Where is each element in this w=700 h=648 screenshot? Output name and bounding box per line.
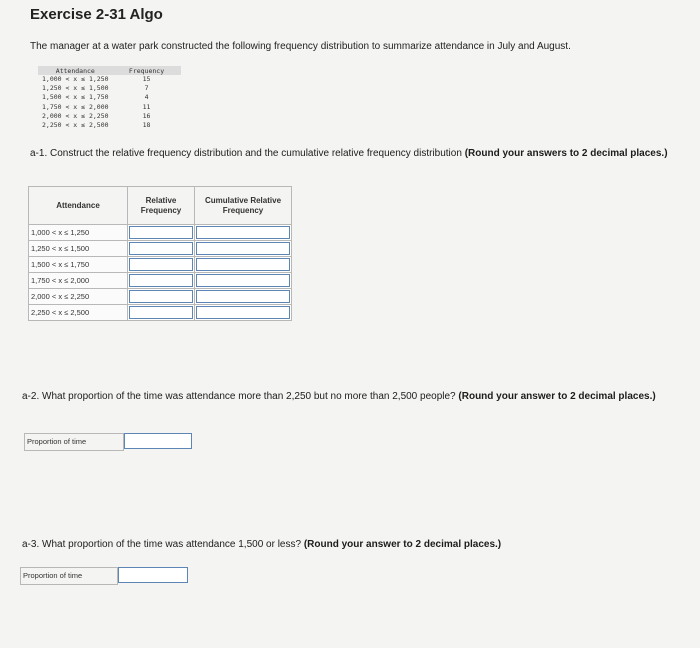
cumulative-frequency-input[interactable]	[196, 258, 290, 271]
range-cell: 1,000 < x ≤ 1,250	[42, 75, 109, 84]
proportion-answer-a3	[20, 567, 188, 585]
question-a1	[30, 148, 670, 161]
problem-intro: The manager at a water park constructed the following frequency distribution to summarize attendance in July and August.	[30, 41, 571, 52]
question-a2-label: a-2.	[22, 391, 40, 402]
frequency-cell: 15	[142, 75, 151, 84]
frequency-cell: 4	[144, 93, 149, 102]
range-cell: 2,250 < x ≤ 2,500	[42, 121, 109, 130]
attendance-header: Attendance	[38, 66, 113, 75]
relative-frequency-input[interactable]	[129, 226, 193, 239]
table-row	[29, 273, 292, 289]
range-cell: 1,250 < x ≤ 1,500	[42, 84, 109, 93]
range-cell: 2,000 < x ≤ 2,250	[42, 111, 109, 120]
table-row	[38, 112, 181, 121]
table-row	[38, 103, 181, 112]
proportion-answer-a2	[24, 433, 192, 451]
question-a1-rounding: (Round your answers to 2 decimal places.)	[464, 148, 668, 159]
proportion-input-a2[interactable]	[124, 433, 192, 449]
table-row	[38, 93, 181, 102]
frequency-header: Frequency	[113, 66, 181, 75]
question-a2	[22, 391, 682, 404]
proportion-label: Proportion of time	[20, 567, 118, 585]
cumulative-frequency-input[interactable]	[196, 306, 290, 319]
question-a3-rounding: (Round your answer to 2 decimal places.)	[303, 539, 502, 550]
proportion-input-a3[interactable]	[118, 567, 188, 583]
relative-frequency-input[interactable]	[129, 306, 193, 319]
table-row	[29, 257, 292, 273]
question-a1-text: Construct the relative frequency distribution and the cumulative relative frequency distribution	[47, 148, 465, 159]
range-label: 1,750 < x ≤ 2,000	[29, 273, 128, 289]
table-row	[38, 75, 181, 84]
table-row	[38, 84, 181, 93]
cumulative-frequency-input[interactable]	[196, 290, 290, 303]
range-cell: 1,750 < x ≤ 2,000	[42, 102, 109, 111]
table-row	[29, 241, 292, 257]
frequency-distribution-table	[38, 66, 181, 130]
proportion-label: Proportion of time	[24, 433, 124, 451]
cumulative-frequency-input[interactable]	[196, 226, 290, 239]
cumulative-frequency-column-header: Cumulative Relative Frequency	[195, 187, 292, 225]
range-label: 1,250 < x ≤ 1,500	[29, 241, 128, 257]
attendance-column-header: Attendance	[29, 187, 128, 225]
relative-frequency-input[interactable]	[129, 242, 193, 255]
table-row	[29, 305, 292, 321]
range-label: 2,250 < x ≤ 2,500	[29, 305, 128, 321]
frequency-cell: 16	[142, 111, 151, 120]
range-cell: 1,500 < x ≤ 1,750	[42, 93, 109, 102]
relative-frequency-input[interactable]	[129, 274, 193, 287]
range-label: 2,000 < x ≤ 2,250	[29, 289, 128, 305]
frequency-cell: 18	[142, 121, 151, 130]
question-a1-label: a-1.	[30, 148, 48, 159]
relative-frequency-input[interactable]	[129, 290, 193, 303]
frequency-cell: 11	[142, 102, 151, 111]
table-row	[29, 225, 292, 241]
range-label: 1,500 < x ≤ 1,750	[29, 257, 128, 273]
relative-frequency-input[interactable]	[129, 258, 193, 271]
table-row	[29, 289, 292, 305]
table-row	[38, 121, 181, 130]
question-a3-label: a-3.	[22, 539, 40, 550]
range-label: 1,000 < x ≤ 1,250	[29, 225, 128, 241]
relative-frequency-column-header: Relative Frequency	[128, 187, 195, 225]
frequency-cell: 7	[144, 84, 149, 93]
exercise-title: Exercise 2-31 Algo	[30, 6, 163, 23]
cumulative-frequency-input[interactable]	[196, 242, 290, 255]
relative-frequency-table	[28, 186, 292, 321]
cumulative-frequency-input[interactable]	[196, 274, 290, 287]
question-a3	[22, 539, 501, 550]
question-a3-text: What proportion of the time was attendance 1,500 or less?	[39, 539, 304, 550]
question-a2-text: What proportion of the time was attendance more than 2,250 but no more than 2,500 people?	[39, 391, 459, 402]
question-a2-rounding: (Round your answer to 2 decimal places.)	[458, 391, 656, 402]
